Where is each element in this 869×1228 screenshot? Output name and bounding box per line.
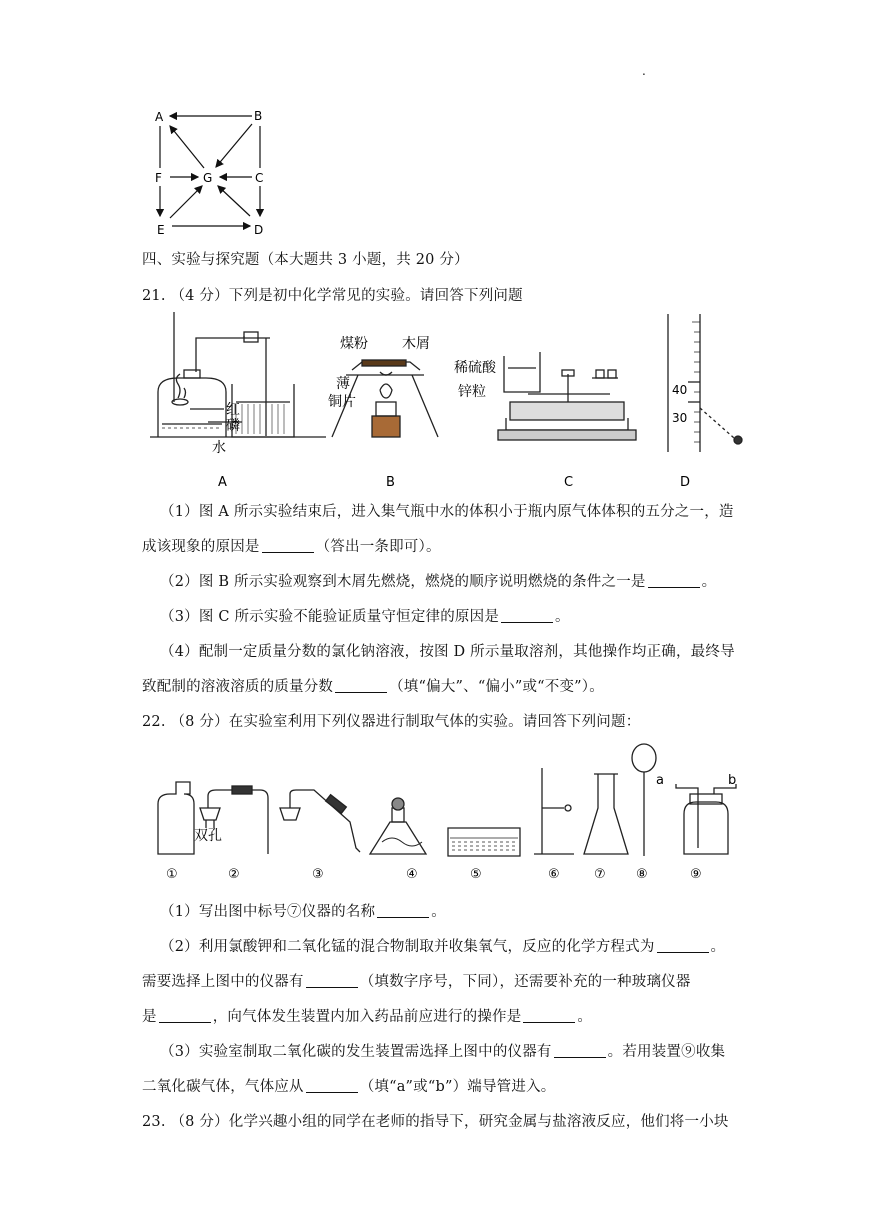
label-n3: ③ <box>312 867 324 882</box>
label-b-wood: 木屑 <box>402 336 430 352</box>
q22-p2a-post: 。 <box>710 939 726 955</box>
label-a-port: a <box>656 773 664 788</box>
q22-p3a-post: 。若用装置⑨收集 <box>607 1044 726 1060</box>
q22-p3b-post: （填“a”或“b”）端导管进入。 <box>359 1079 556 1095</box>
q21-p3-post: 。 <box>555 609 570 625</box>
label-a-phos: 磷 <box>226 418 240 434</box>
q21-p1a: （1）图 A 所示实验结束后，进入集气瓶中水的体积小于瓶内原气体体积的五分之一，造 <box>160 504 734 520</box>
q22-p1-pre: （1）写出图中标号⑦仪器的名称 <box>160 904 376 920</box>
label-n1: ① <box>166 867 178 882</box>
q22-p3a-pre: （3）实验室制取二氧化碳的发生装置需选择上图中的仪器有 <box>160 1044 552 1060</box>
q23-stem: 23. （8 分）化学兴趣小组的同学在老师的指导下，研究金属与盐溶液反应，他们将一小块 <box>142 1114 729 1130</box>
q21-p1b <box>142 535 441 556</box>
label-n2: ② <box>228 867 240 882</box>
q21-p4a: （4）配制一定质量分数的氯化钠溶液，按图 D 所示量取溶剂，其他操作均正确，最终导 <box>160 644 735 660</box>
q22-p3b <box>142 1075 555 1096</box>
q22-p2c-pre: 是 <box>142 1009 157 1025</box>
answer-blank <box>657 938 709 953</box>
q21-p2-post: 。 <box>701 574 717 590</box>
q21-p3-pre: （3）图 C 所示实验不能验证质量守恒定律的原因是 <box>160 609 500 625</box>
q22-stem: 22. （8 分）在实验室利用下列仪器进行制取气体的实验。请回答下列问题： <box>142 714 641 730</box>
node-G: G <box>203 171 213 185</box>
q22-p2b-pre: 需要选择上图中的仪器有 <box>142 974 304 990</box>
node-F: F <box>155 171 162 185</box>
label-c-acid: 稀硫酸 <box>454 360 496 376</box>
label-n7: ⑦ <box>594 867 606 882</box>
q22-p3a <box>160 1040 725 1061</box>
node-A: A <box>155 110 164 124</box>
label-b-port: b <box>728 773 737 788</box>
node-C: C <box>255 171 264 185</box>
node-E: E <box>157 223 165 237</box>
node-D: D <box>254 223 264 237</box>
q21-p2-pre: （2）图 B 所示实验观察到木屑先燃烧，燃烧的顺序说明燃烧的条件之一是 <box>160 574 646 590</box>
label-b: B <box>386 475 395 490</box>
answer-blank <box>501 608 553 623</box>
answer-blank <box>306 1078 358 1093</box>
label-n6: ⑥ <box>548 867 560 882</box>
answer-blank <box>335 678 387 693</box>
q22-p2c-post: 。 <box>577 1009 593 1025</box>
q22-p2c-mid: ，向气体发生装置内加入药品前应进行的操作是 <box>212 1009 522 1025</box>
label-double-hole: 双孔 <box>194 828 222 844</box>
label-c-zinc: 锌粒 <box>458 384 486 400</box>
q21-p4b <box>142 675 604 696</box>
answer-blank <box>377 903 429 918</box>
answer-blank <box>648 573 700 588</box>
label-a-water: 水 <box>212 440 226 456</box>
answer-blank <box>306 973 358 988</box>
label-n9: ⑨ <box>690 867 702 882</box>
label-n5: ⑤ <box>470 867 482 882</box>
q22-p2c <box>142 1005 592 1026</box>
q21-p2 <box>160 570 716 591</box>
relationship-diagram <box>150 104 275 238</box>
q21-figure <box>148 312 753 490</box>
q21-p1b-post: （答出一条即可）。 <box>315 539 441 555</box>
answer-blank <box>523 1008 575 1023</box>
q21-stem: 21. （4 分）下列是初中化学常见的实验。请回答下列问题 <box>142 288 523 304</box>
label-b-copper: 铜片 <box>328 394 356 410</box>
page-dot: . <box>642 64 646 78</box>
q22-p2b-post: （填数字序号，下同），还需要补充的一种玻璃仪器 <box>359 974 691 990</box>
label-n8: ⑧ <box>636 867 648 882</box>
q22-p1-post: 。 <box>431 904 446 920</box>
label-c: C <box>564 475 574 490</box>
label-d-30: 30 <box>672 411 688 425</box>
label-n4: ④ <box>406 867 418 882</box>
q22-p2a-pre: （2）利用氯酸钾和二氧化锰的混合物制取并收集氧气，反应的化学方程式为 <box>160 939 655 955</box>
section-title: 四、实验与探究题（本大题共 3 小题，共 20 分） <box>142 252 469 268</box>
q22-p2b <box>142 970 691 991</box>
answer-blank <box>262 538 314 553</box>
q22-figure <box>150 738 740 884</box>
answer-blank <box>554 1043 606 1058</box>
q22-p2a <box>160 935 725 956</box>
label-a: A <box>218 475 227 490</box>
answer-blank <box>159 1008 211 1023</box>
label-d: D <box>680 475 691 490</box>
q22-p1 <box>160 900 446 921</box>
q21-p4b-post: （填“偏大”、“偏小”或“不变”）。 <box>389 679 604 695</box>
label-b-thin: 薄 <box>336 376 350 392</box>
label-b-coal: 煤粉 <box>340 336 368 352</box>
q21-p1b-pre: 成该现象的原因是 <box>142 539 260 555</box>
label-a-red: 红 <box>226 402 240 418</box>
q22-p3b-pre: 二氧化碳气体，气体应从 <box>142 1079 304 1095</box>
node-B: B <box>254 109 263 123</box>
q21-p4b-pre: 致配制的溶液溶质的质量分数 <box>142 679 334 695</box>
label-d-40: 40 <box>672 383 688 397</box>
q21-p3 <box>160 605 570 626</box>
